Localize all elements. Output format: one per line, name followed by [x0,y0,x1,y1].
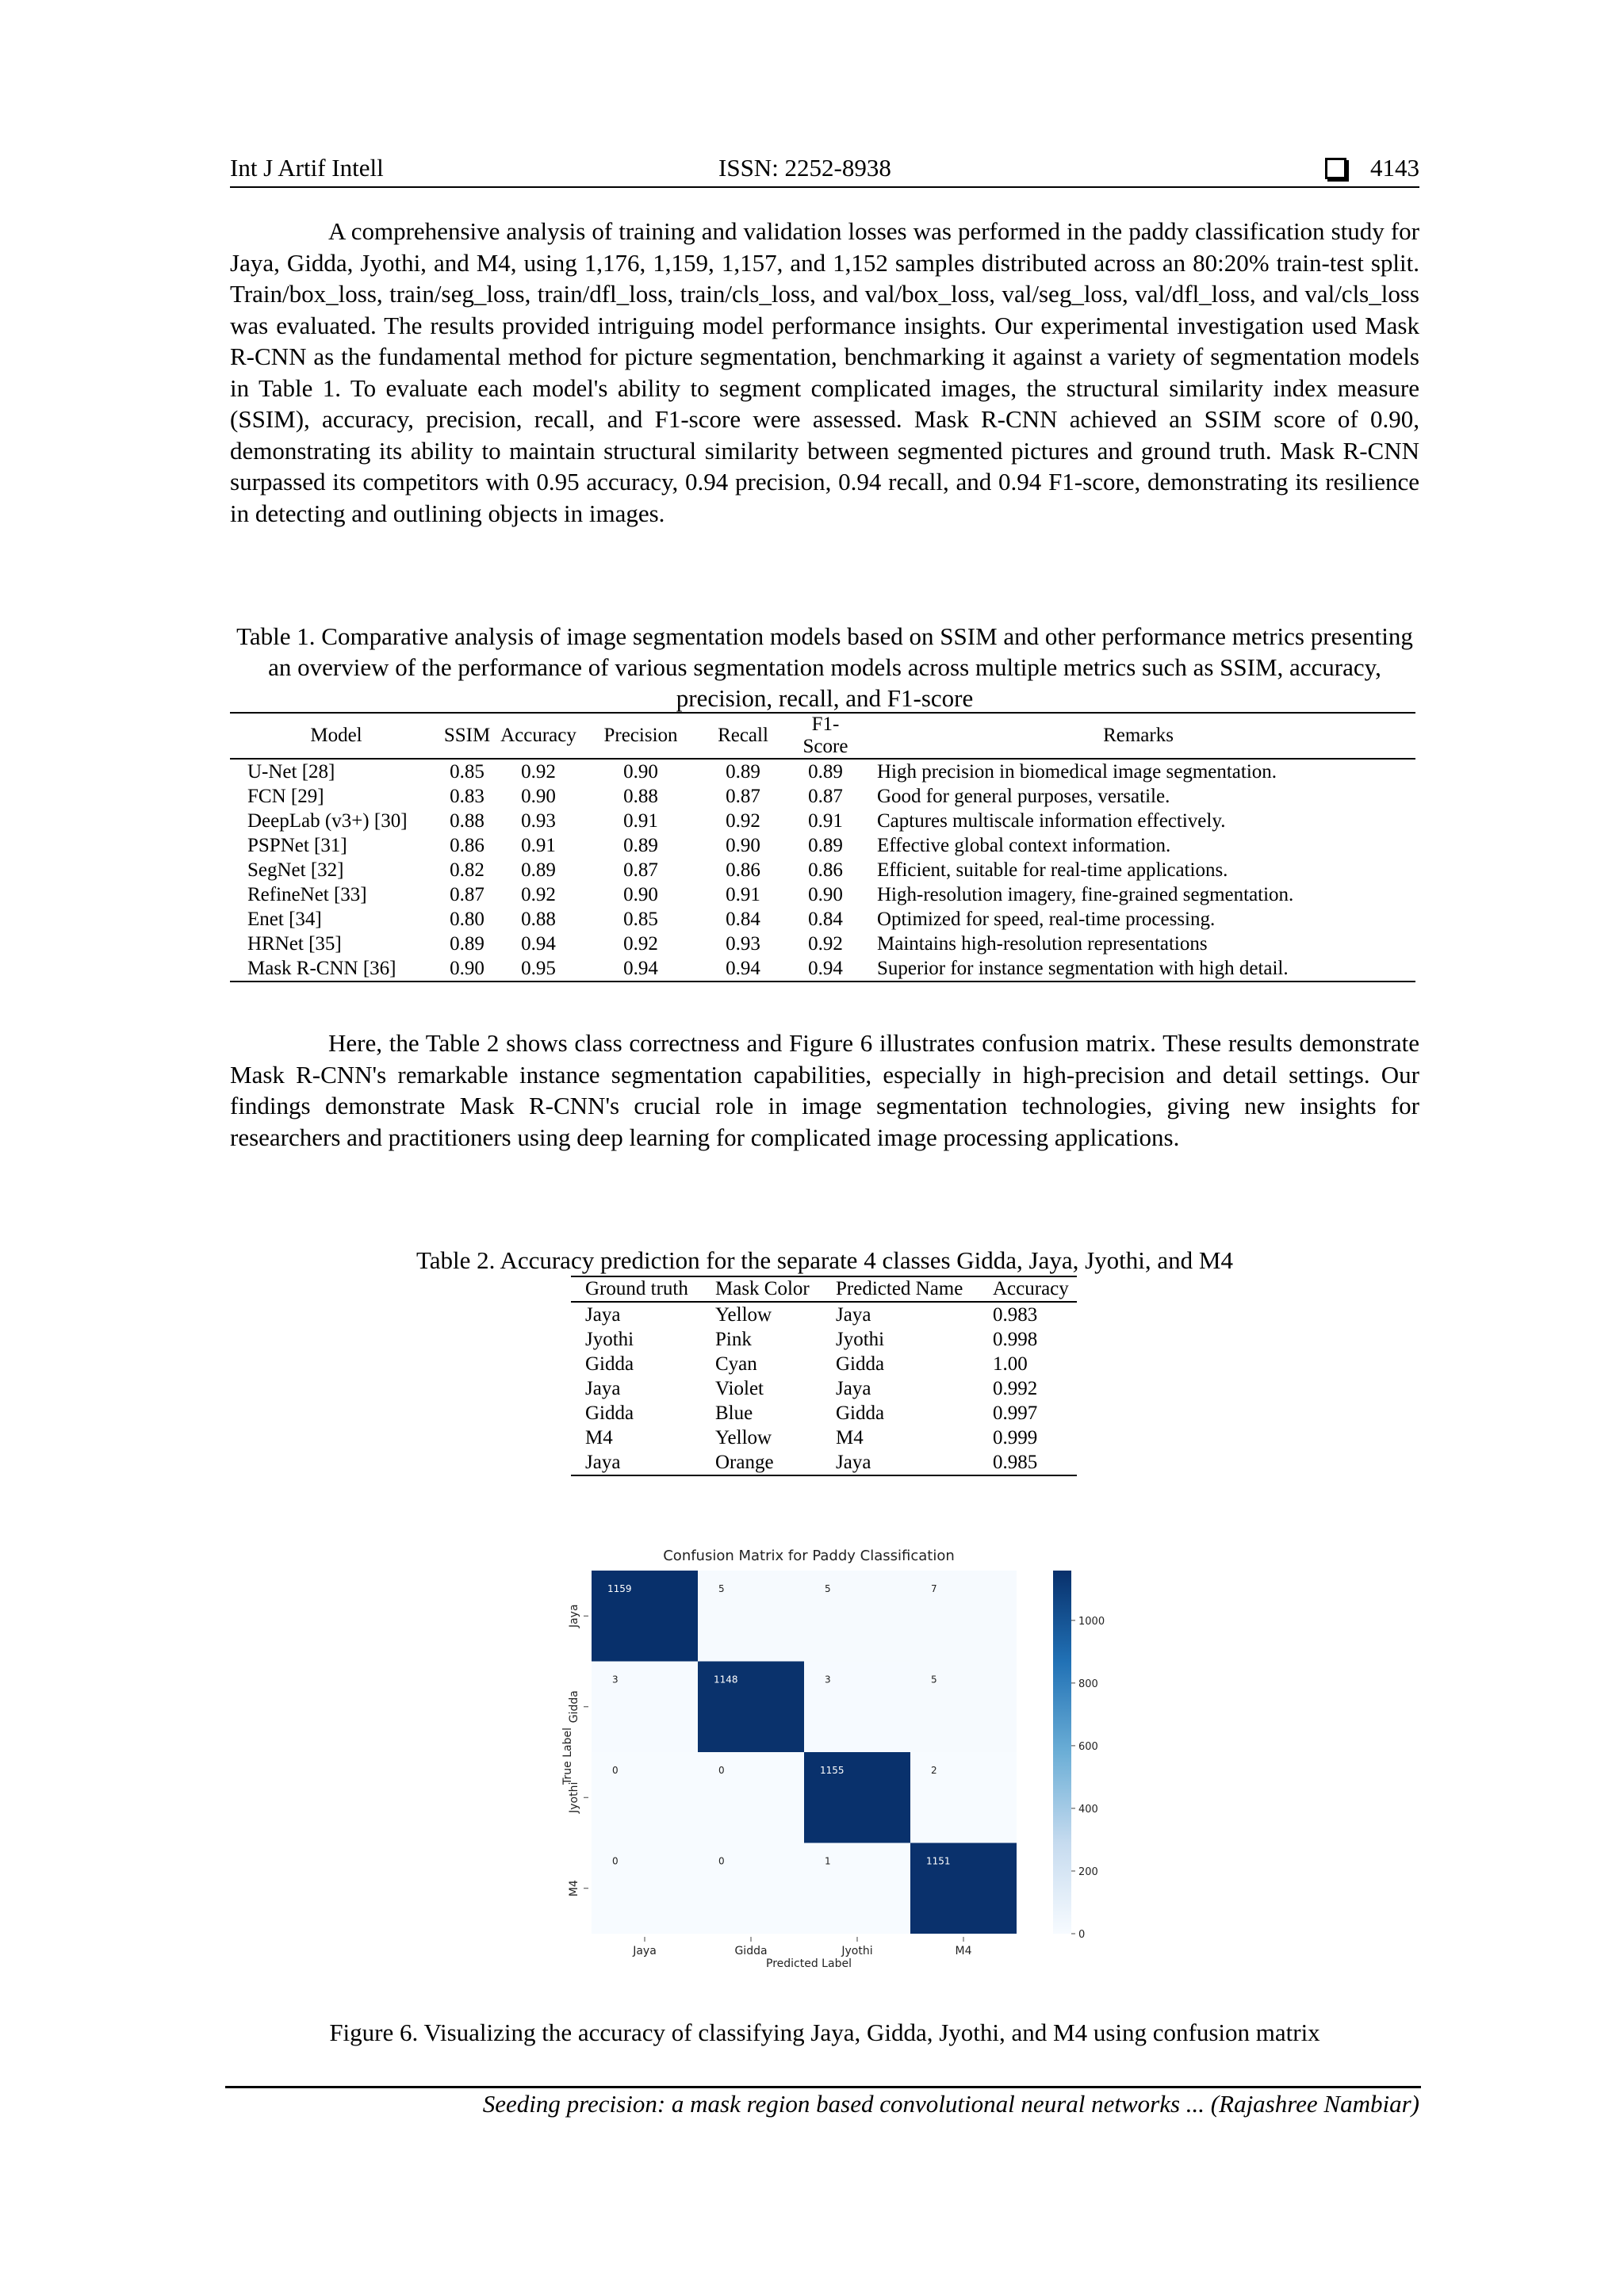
table1-cell: 0.91 [726,883,760,905]
cm-cell [910,1662,1017,1753]
table2-caption: Table 2. Accuracy prediction for the separate 4 classes Gidda, Jaya, Jyothi, and M4 [416,1246,1233,1274]
cm-cell-label: 7 [931,1583,937,1594]
page-number: 4143 [1370,154,1419,182]
table1-header-row [230,713,1415,759]
table2-body [571,1302,1077,1475]
table2-cell: Jaya [836,1303,871,1326]
table2-cell: Cyan [715,1353,757,1375]
table1-cell: 0.92 [808,932,843,955]
table2-cell: Violet [715,1377,764,1399]
table1-caption: Table 1. Comparative analysis of image segmentation models based on SSIM and other performance metrics presenting an overview of the performance of various segmentation models across multiple metrics such as SSIM, accuracy, precision, recall, and F1-score [236,622,1413,712]
table1-cell: 0.85 [623,908,658,930]
cm-cell-label: 1151 [926,1855,951,1867]
table1-cell: Optimized for speed, real-time processing. [877,908,1216,930]
table1-cell: U-Net [28] [247,760,335,783]
table1-cell: Efficient, suitable for real-time applications. [877,859,1228,881]
table1-cell: DeepLab (v3+) [30] [247,809,408,832]
table1-cell: 0.92 [521,883,556,905]
table-row [571,1401,1077,1425]
table1-cell: 0.89 [726,760,760,783]
table2-cell: 0.992 [993,1377,1038,1399]
table2-cell: Orange [701,1450,822,1475]
table-row [571,1352,1077,1376]
cm-cells [592,1571,1017,1934]
cm-cell-label: 3 [612,1674,619,1686]
table-row [571,1302,1077,1327]
table2-cell: Jaya [571,1450,701,1475]
table-row [571,1376,1077,1401]
table2-cell: 0.999 [993,1426,1038,1448]
table2-cell: Gidda [836,1353,885,1375]
table1-cell: 0.87 [726,785,760,807]
table1-cell: 0.93 [726,932,760,955]
table2-cell: 0.983 [993,1303,1038,1326]
table1-cell: 0.91 [623,809,658,832]
body-paragraph-2: Here, the Table 2 shows class correctness and Figure 6 illustrates confusion matrix. These results demonstrate Mask R-CNN's remarkable instance segmentation capabilities, especially in high-precision and detail settings. Our findings demonstrate Mask R-CNN's crucial role in image segmentation technologies, giving new insights for researchers and practitioners using deep learning for complicated image processing applications. [230,1029,1419,1151]
table1-cell: PSPNet [31] [247,834,347,856]
cm-cell-label: 0 [718,1765,725,1776]
table1-cell: 0.90 [623,760,658,783]
table-row [230,907,1415,932]
table1-cell: 0.90 [521,785,556,807]
table1-cell: High precision in biomedical image segmentation. [877,760,1277,783]
journal-name: Int J Artif Intell [230,154,384,182]
cm-cell [804,1571,910,1662]
table1-cell: 0.93 [521,809,556,832]
footer-rule [225,2086,1421,2088]
cm-cell [592,1752,698,1843]
issn: ISSN: 2252-8938 [718,154,891,182]
table2-cell: Jyothi [836,1328,885,1350]
table-row [571,1450,1077,1475]
cm-cell-label: 5 [931,1674,937,1686]
table1-cell: 0.92 [726,809,760,832]
table-row [571,1425,1077,1450]
table1-cell: 0.82 [450,859,485,881]
cm-cell-label: 1159 [607,1583,632,1594]
table1-cell: 0.94 [521,932,556,955]
table1-cell: HRNet [35] [247,932,342,955]
table1-cell: Effective global context information. [877,834,1171,856]
table1-header-cell: SSIM [442,713,492,759]
table2-cell: Yellow [715,1426,772,1448]
cm-colorbar-tick-label: 400 [1078,1803,1098,1816]
table1-cell: 0.89 [808,834,843,856]
table1 [230,712,1415,982]
table1-cell: Maintains high-resolution representations [877,932,1208,955]
table1-body [230,759,1415,982]
table-row [230,882,1415,907]
table1-cell: High-resolution imagery, fine-grained segmentation. [877,883,1294,905]
table1-cell: 0.87 [623,859,658,881]
table2-cell: Yellow [715,1303,772,1326]
table1-cell: 0.94 [790,956,861,982]
table1-cell: 0.89 [623,834,658,856]
cm-cell [804,1662,910,1753]
table1-cell: 0.87 [808,785,843,807]
table1-cell: 0.86 [808,859,843,881]
table1-header-cell: Remarks [861,713,1415,759]
cm-colorbar-tick-label: 0 [1078,1929,1086,1941]
table1-header-cell: Recall [696,713,790,759]
table1-cell: 0.84 [808,908,843,930]
table2-cell: Jaya [585,1377,621,1399]
table-row [230,932,1415,956]
table1-cell: 0.91 [521,834,556,856]
table1-cell: 0.95 [492,956,585,982]
table1-cell: Superior for instance segmentation with high detail. [861,956,1415,982]
cm-cell-label: 5 [825,1583,831,1594]
cm-cell [698,1571,804,1662]
table2-cell: 0.998 [993,1328,1038,1350]
table2-header-row [571,1276,1077,1302]
table1-cell: 0.89 [450,932,485,955]
cm-ytick-label: M4 [568,1880,580,1897]
table2-header-cell: Mask Color [701,1276,822,1302]
table-row [571,1327,1077,1352]
cm-cell-label: 1148 [714,1674,738,1686]
cm-cell-label: 0 [612,1765,619,1776]
table1-cell: RefineNet [33] [247,883,367,905]
cm-cell [910,1752,1017,1843]
table1-cell: 0.86 [450,834,485,856]
table2-cell: Jaya [585,1303,621,1326]
cm-xtick-label: Jyothi [841,1945,873,1957]
cm-colorbar-ticks [1071,1616,1105,1941]
cm-ylabel: True Label [561,1728,574,1785]
table1-cell: 0.85 [450,760,485,783]
table1-cell: 0.90 [726,834,760,856]
table1-cell: Enet [34] [247,908,322,930]
cm-cell-label: 3 [825,1674,831,1686]
running-header [230,154,1419,187]
table1-cell: 0.89 [808,760,843,783]
cm-ytick-label: Gidda [568,1690,580,1724]
table2-cell: 0.997 [993,1402,1038,1424]
table2-header-cell: Ground truth [571,1276,701,1302]
table1-cell: 0.90 [623,883,658,905]
table1-cell: Good for general purposes, versatile. [877,785,1170,807]
table1-cell: 0.94 [696,956,790,982]
table1-cell: 0.86 [726,859,760,881]
cm-xtick-label: M4 [955,1945,972,1957]
table2-cell: Gidda [585,1353,634,1375]
table1-cell: 0.88 [521,908,556,930]
cm-cell [592,1662,698,1753]
cm-title: Confusion Matrix for Paddy Classification [663,1548,955,1564]
table1-cell: 0.92 [623,932,658,955]
table1-header-cell: F1-Score [790,713,861,759]
table2-cell: Jaya [822,1450,979,1475]
cm-cell-label: 0 [718,1855,725,1867]
table1-cell: 0.80 [450,908,485,930]
table2-cell: Gidda [585,1402,634,1424]
table2-cell: Pink [715,1328,752,1350]
table1-cell: SegNet [32] [247,859,344,881]
cm-cell-label: 0 [612,1855,619,1867]
table1-cell: 0.84 [726,908,760,930]
table1-cell: 0.94 [585,956,696,982]
cm-cell [698,1752,804,1843]
cm-colorbar-tick-label: 1000 [1078,1615,1105,1628]
table2-cell: M4 [585,1426,613,1448]
figure6-caption: Figure 6. Visualizing the accuracy of classifying Jaya, Gidda, Jyothi, and M4 using confusion matrix [329,2019,1320,2046]
table2-cell: M4 [836,1426,864,1448]
table1-cell: 0.89 [521,859,556,881]
table-row [230,833,1415,858]
cm-cell [804,1843,910,1934]
table2-header-cell: Accuracy [979,1276,1077,1302]
table1-cell: Mask R-CNN [36] [230,956,442,982]
table-row [230,784,1415,809]
table1-cell: Captures multiscale information effectively. [877,809,1226,832]
cm-ytick-label: Jyothi [568,1781,580,1813]
body-paragraph-1: A comprehensive analysis of training and validation losses was performed in the paddy classification study for Jaya, Gidda, Jyothi, and M4, using 1,176, 1,159, 1,157, and 1,152 samples distributed across an 80:20% train-test split. Train/box_loss, train/seg_loss, train/dfl_loss, train/cls_loss, and val/box_loss, val/seg_loss, val/dfl_loss, and val/cls_loss was evaluated. The results provided intriguing model performance insights. Our experimental investigation used Mask R-CNN as the fundamental method for picture segmentation, benchmarking it against a variety of segmentation models in Table 1. To evaluate each model's ability to segment complicated images, the structural similarity index measure (SSIM), accuracy, precision, recall, and F1-score were assessed. Mask R-CNN achieved an SSIM score of 0.90, demonstrating its ability to maintain structural similarity between segmented pictures and ground truth. Mask R-CNN surpassed its competitors with 0.95 accuracy, 0.94 precision, 0.94 recall, and 0.94 F1-score, demonstrating its resilience in detecting and outlining objects in images. [230,217,1419,527]
cm-cell [592,1843,698,1934]
table1-cell: 0.83 [450,785,485,807]
page-number-group [1325,154,1419,182]
table1-header-cell: Accuracy [492,713,585,759]
confusion-matrix-figure [555,1542,1110,1986]
cm-cell-label: 1 [825,1855,831,1867]
table2-cell: 1.00 [993,1353,1028,1375]
checkbox-square-icon [1325,158,1346,179]
table2-header-cell: Predicted Name [822,1276,979,1302]
cm-cell-label: 1155 [820,1765,845,1776]
table1-cell: 0.91 [808,809,843,832]
table1-cell: FCN [29] [247,785,324,807]
table1-cell: 0.88 [450,809,485,832]
cm-xtick-label: Gidda [734,1945,768,1957]
cm-ytick-label: Jaya [568,1604,580,1628]
cm-xtick-label: Jaya [633,1945,657,1957]
table1-cell: 0.88 [623,785,658,807]
running-footer: Seeding precision: a mask region based convolutional neural networks ... (Rajashree Nambiar) [482,2090,1419,2118]
cm-cell [910,1571,1017,1662]
table2-cell: Jyothi [585,1328,634,1350]
header-rule [230,186,1419,188]
cm-xlabel: Predicted Label [766,1957,852,1970]
cm-cell [698,1843,804,1934]
table2-cell: 0.985 [979,1450,1077,1475]
cm-cell-label: 2 [931,1765,937,1776]
table1-cell: 0.90 [808,883,843,905]
table1-cell: 0.90 [442,956,492,982]
table-row [230,809,1415,833]
table-row [230,858,1415,882]
table-row [230,759,1415,784]
table1-header-cell: Model [230,713,442,759]
table2-cell: Blue [715,1402,753,1424]
table2-cell: Gidda [836,1402,885,1424]
cm-colorbar-tick-label: 600 [1078,1740,1098,1753]
table2 [571,1276,1077,1476]
table1-cell: 0.92 [521,760,556,783]
table2-cell: Jaya [836,1377,871,1399]
cm-colorbar-tick-label: 800 [1078,1678,1098,1690]
cm-colorbar-tick-label: 200 [1078,1866,1098,1878]
cm-cell-label: 5 [718,1583,725,1594]
table1-cell: 0.87 [450,883,485,905]
table-row [230,956,1415,982]
table1-header-cell: Precision [585,713,696,759]
cm-colorbar [1053,1571,1071,1934]
